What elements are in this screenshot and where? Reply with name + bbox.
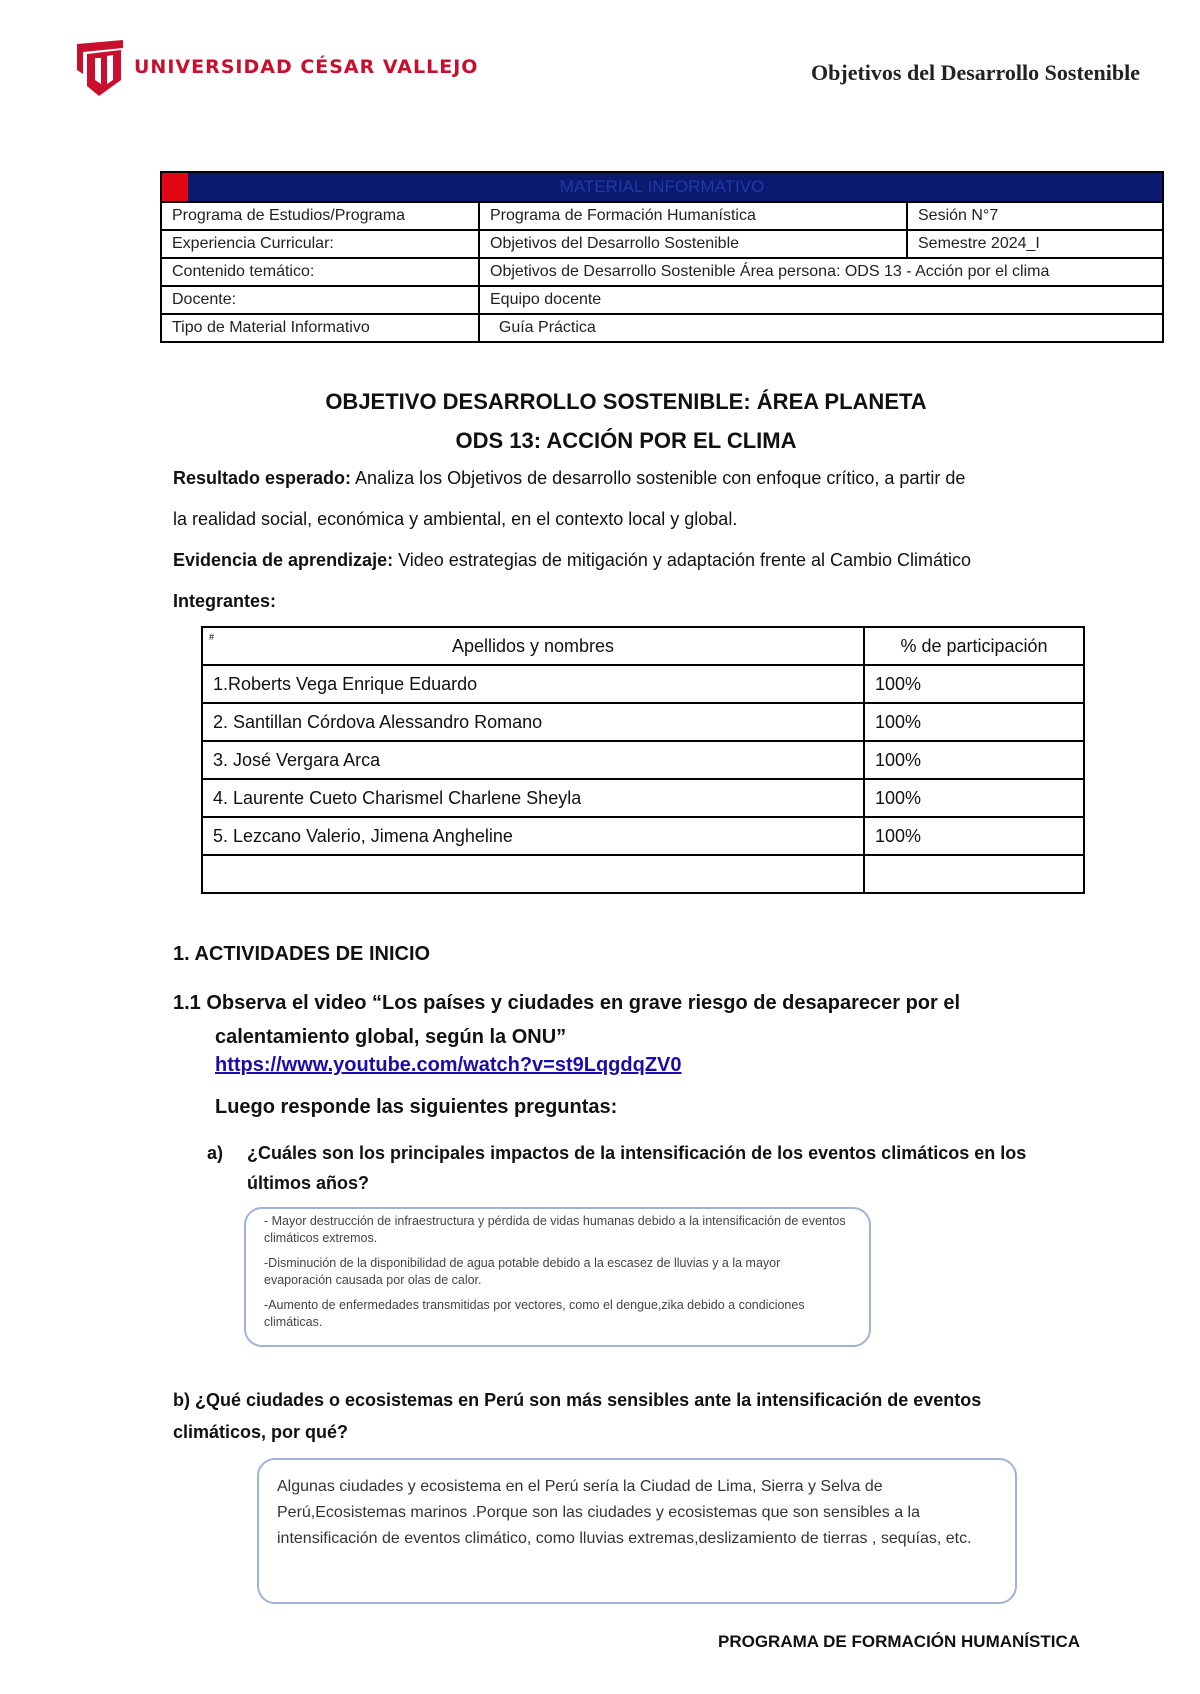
evidencia-label: Evidencia de aprendizaje:	[173, 550, 394, 570]
table-row	[202, 817, 1084, 855]
info-label: Programa de Estudios/Programa	[161, 202, 479, 230]
member-name: 2. Santillan Córdova Alessandro Romano	[202, 703, 864, 741]
member-name: 3. José Vergara Arca	[202, 741, 864, 779]
member-participation	[864, 855, 1084, 893]
resultado-text-1: Analiza los Objetivos de desarrollo sostenible con enfoque crítico, a partir de	[351, 468, 966, 488]
resultado-label: Resultado esperado:	[173, 468, 352, 488]
info-label: Tipo de Material Informativo	[161, 314, 479, 342]
evidencia-aprendizaje	[173, 550, 1093, 571]
answer-a-1: - Mayor destrucción de infraestructura y pérdida de vidas humanas debido a la intensificación de eventos climáticos extremos.	[264, 1214, 846, 1245]
answer-a-3: -Aumento de enfermedades transmitidas por vectores, como el dengue,zika debido a condiciones climáticas.	[264, 1298, 805, 1329]
resultado-esperado	[173, 468, 1093, 489]
main-title: OBJETIVO DESARROLLO SOSTENIBLE: ÁREA PLANETA	[325, 389, 927, 414]
activity-item	[173, 986, 1073, 1054]
info-value: Equipo docente	[479, 286, 1163, 314]
info-extra: Semestre 2024_I	[907, 230, 1163, 258]
material-info-heading: MATERIAL INFORMATIVO	[559, 177, 765, 196]
activity-item-line-1: 1.1 Observa el video “Los países y ciudades en grave riesgo de desaparecer por el	[173, 992, 961, 1014]
member-participation: 100%	[864, 703, 1084, 741]
members-participation-header: % de participación	[864, 627, 1084, 665]
activity-item-line-2: calentamiento global, según la ONU”	[215, 1026, 567, 1048]
info-value: Objetivos de Desarrollo Sostenible Área persona: ODS 13 - Acción por el clima	[479, 258, 1163, 286]
material-info-heading-row	[161, 172, 1163, 202]
member-participation: 100%	[864, 779, 1084, 817]
members-name-header	[202, 627, 864, 665]
info-row-tipo	[161, 314, 1163, 342]
members-table	[201, 626, 1085, 894]
document-header-title: Objetivos del Desarrollo Sostenible	[811, 60, 1140, 85]
material-info-table	[160, 171, 1164, 343]
evidencia-text: Video estrategias de mitigación y adaptación frente al Cambio Climático	[393, 550, 972, 570]
ucv-shield-logo-icon	[75, 40, 125, 96]
answer-a-2: -Disminución de la disponibilidad de agua potable debido a la escasez de lluvias y a la mayor evaporación causada por olas de calor.	[264, 1256, 781, 1287]
table-row	[202, 741, 1084, 779]
question-b-text: b) ¿Qué ciudades o ecosistemas en Perú son más sensibles ante la intensificación de eventos climáticos, por qué?	[173, 1390, 982, 1442]
member-name: 5. Lezcano Valerio, Jimena Angheline	[202, 817, 864, 855]
info-value: Objetivos del Desarrollo Sostenible	[479, 230, 907, 258]
info-row-experiencia	[161, 230, 1163, 258]
university-name: UNIVERSIDAD CÉSAR VALLEJO	[134, 56, 479, 78]
info-row-contenido	[161, 258, 1163, 286]
info-label: Docente:	[161, 286, 479, 314]
member-name: 4. Laurente Cueto Charismel Charlene Sheyla	[202, 779, 864, 817]
question-a	[207, 1138, 1087, 1198]
integrantes-label: Integrantes:	[173, 591, 277, 611]
answer-b-text: Algunas ciudades y ecosistema en el Perú sería la Ciudad de Lima, Sierra y Selva de Perú,Ecosistemas marinos .Porque son las ciudades y ecosistemas que son sensibles a la intensificación de eventos climático, como lluvias extremas,deslizamiento de tierras , sequías, etc.	[277, 1478, 972, 1547]
answer-b-box[interactable]	[257, 1458, 1017, 1604]
info-value: Programa de Formación Humanística	[479, 202, 907, 230]
member-participation: 100%	[864, 665, 1084, 703]
member-name: 1.Roberts Vega Enrique Eduardo	[202, 665, 864, 703]
video-link[interactable]: https://www.youtube.com/watch?v=st9LqgdqZV0	[215, 1054, 682, 1076]
table-row	[202, 703, 1084, 741]
member-participation: 100%	[864, 817, 1084, 855]
info-row-programa	[161, 202, 1163, 230]
resultado-text-2: la realidad social, económica y ambiental, en el contexto local y global.	[173, 509, 738, 529]
table-row	[202, 665, 1084, 703]
member-name	[202, 855, 864, 893]
question-a-text: ¿Cuáles son los principales impactos de la intensificación de los eventos climáticos en los últimos años?	[247, 1143, 1027, 1193]
questions-prompt: Luego responde las siguientes preguntas:	[215, 1096, 618, 1118]
table-row	[202, 855, 1084, 893]
hash-marker: #	[209, 632, 215, 642]
info-value: Guía Práctica	[479, 314, 1163, 342]
question-a-label: a)	[207, 1143, 224, 1163]
page-footer: PROGRAMA DE FORMACIÓN HUMANÍSTICA	[718, 1632, 1081, 1651]
table-row	[202, 779, 1084, 817]
members-header-row	[202, 627, 1084, 665]
info-row-docente	[161, 286, 1163, 314]
info-extra: Sesión N°7	[907, 202, 1163, 230]
answer-a-box[interactable]	[244, 1207, 871, 1347]
activities-heading: 1. ACTIVIDADES DE INICIO	[173, 943, 431, 965]
member-participation: 100%	[864, 741, 1084, 779]
info-label: Contenido temático:	[161, 258, 479, 286]
col-name-label: Apellidos y nombres	[451, 635, 615, 656]
info-label: Experiencia Curricular:	[161, 230, 479, 258]
sub-title: ODS 13: ACCIÓN POR EL CLIMA	[455, 428, 797, 453]
